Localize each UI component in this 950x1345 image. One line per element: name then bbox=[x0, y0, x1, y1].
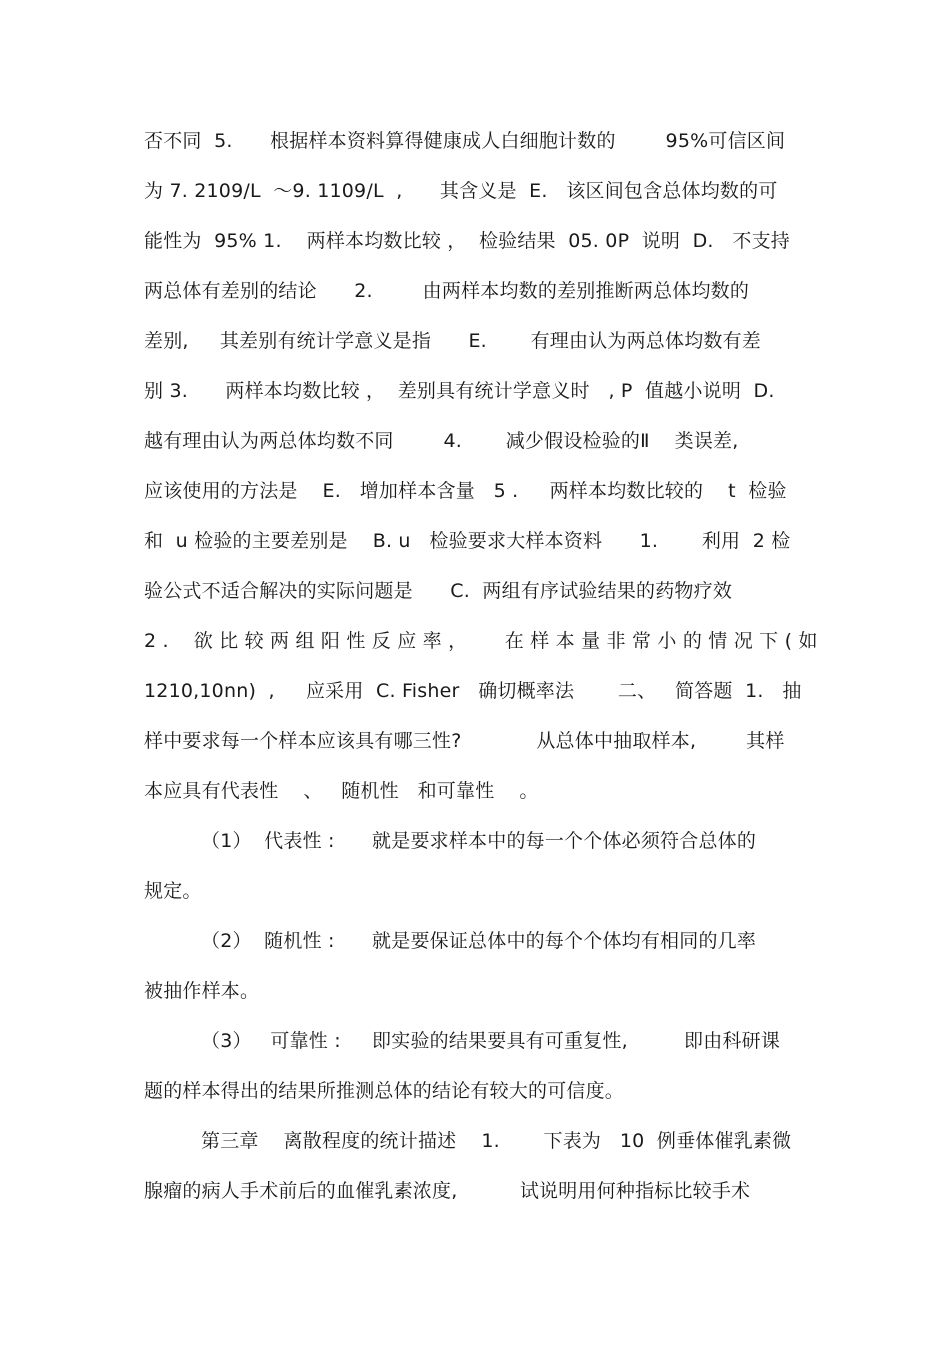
text-line: （3） 可靠性 : 即实验的结果要具有可重复性, 即由科研课 bbox=[201, 1030, 781, 1052]
text-line: 应该使用的方法是 E. 增加样本含量 5 . 两样本均数比较的 t 检验 bbox=[144, 480, 787, 502]
text-line: 越有理由认为两总体均数不同 4. 减少假设检验的Ⅱ 类误差, bbox=[144, 430, 739, 452]
text-line: 差别, 其差别有统计学意义是指 E. 有理由认为两总体均数有差 bbox=[144, 330, 761, 352]
text-line: 腺瘤的病人手术前后的血催乳素浓度, 试说明用何种指标比较手术 bbox=[144, 1180, 751, 1202]
text-line: 为 7. 2109/L ～9. 1109/L , 其含义是 E. 该区间包含总体均数的可 bbox=[144, 180, 778, 202]
text-line: 别 3. 两样本均数比较 ， 差别具有统计学意义时 , P 值越小说明 D. bbox=[144, 380, 775, 402]
text-line: 被抽作样本。 bbox=[144, 980, 260, 1002]
text-line: （1） 代表性 : 就是要求样本中的每一个个体必须符合总体的 bbox=[201, 830, 757, 852]
text-line: 样中要求每一个样本应该具有哪三性? 从总体中抽取样本, 其样 bbox=[144, 730, 785, 752]
text-line: 能性为 95% 1. 两样本均数比较 ， 检验结果 05. 0P 说明 D. 不支持 bbox=[144, 230, 790, 252]
text-line: 第三章 离散程度的统计描述 1. 下表为 10 例垂体催乳素微 bbox=[201, 1130, 792, 1152]
text-line: 否不同 5. 根据样本资料算得健康成人白细胞计数的 95%可信区间 bbox=[144, 130, 786, 152]
text-line: 和 u 检验的主要差别是 B. u 检验要求大样本资料 1. 利用 2 检 bbox=[144, 530, 791, 552]
text-line: 规定。 bbox=[144, 880, 202, 902]
text-line: 题的样本得出的结果所推测总体的结论有较大的可信度。 bbox=[144, 1080, 625, 1102]
text-line: 1210,10nn) , 应采用 C. Fisher 确切概率法 二、 简答题 1. 抽 bbox=[144, 680, 802, 702]
text-line: 两总体有差别的结论 2. 由两样本均数的差别推断两总体均数的 bbox=[144, 280, 750, 302]
text-line: （2） 随机性 : 就是要保证总体中的每个个体均有相同的几率 bbox=[201, 930, 757, 952]
text-line: 本应具有代表性 、 随机性 和可靠性 。 bbox=[144, 780, 539, 802]
text-line: 验公式不适合解决的实际问题是 C. 两组有序试验结果的药物疗效 bbox=[144, 580, 733, 602]
text-line: 2 . 欲 比 较 两 组 阳 性 反 应 率 ， 在 样 本 量 非 常 小 的 情 况 下 ( 如 bbox=[144, 630, 818, 652]
